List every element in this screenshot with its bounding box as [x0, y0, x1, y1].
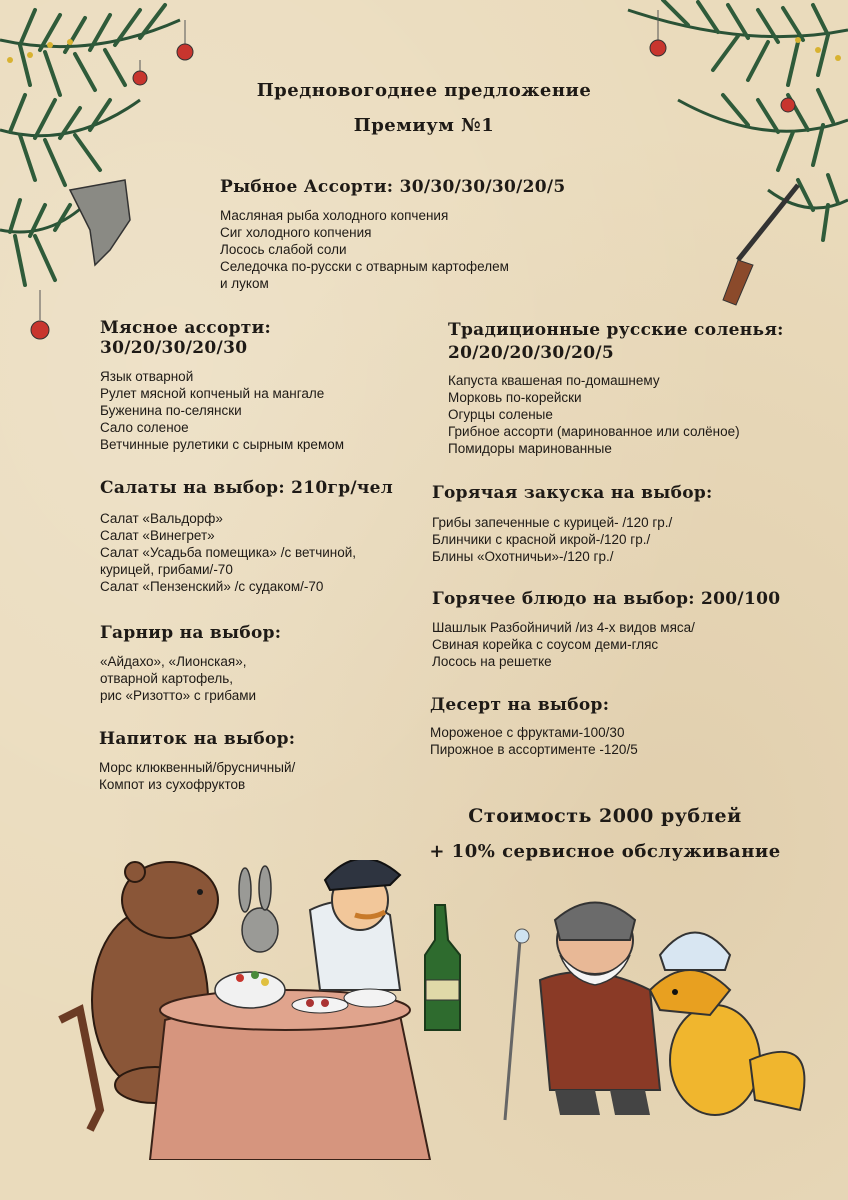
- fir-branch-right-illustration: [588, 0, 848, 320]
- list-item: рис «Ризотто» с грибами: [100, 688, 257, 703]
- list-item: Салат «Вальдорф»: [100, 511, 223, 526]
- old-man-and-fox-illustration: [500, 900, 830, 1140]
- dessert-section: [430, 695, 790, 758]
- garnish-title: Гарнир на выбор:: [100, 623, 282, 643]
- dessert-title: Десерт на выбор:: [430, 695, 610, 715]
- offer-title: Предновогоднее предложение: [256, 80, 592, 101]
- list-item: Компот из сухофруктов: [99, 777, 246, 792]
- list-item: Пирожное в ассортименте -120/5: [430, 742, 638, 757]
- drink-section: [99, 729, 419, 793]
- list-item: Свиная корейка с соусом деми-гляс: [432, 637, 659, 652]
- list-item: Шашлык Разбойничий /из 4-х видов мяса/: [432, 620, 695, 635]
- list-item: Блины «Охотничьи»-/120 гр./: [432, 549, 614, 564]
- pickles-weights: 20/20/20/30/20/5: [448, 343, 614, 363]
- price-text: Стоимость 2000 рублей: [468, 805, 742, 827]
- list-item: Салат «Винегрет»: [100, 528, 215, 543]
- offer-subtitle: Премиум №1: [353, 115, 495, 136]
- fish-title: Рыбное Ассорти: 30/30/30/30/20/5: [220, 177, 566, 197]
- list-item: Сиг холодного копчения: [220, 225, 372, 240]
- list-item: Грибное ассорти (маринованное или солёное): [448, 424, 740, 439]
- garnish-section: [100, 623, 420, 704]
- list-item: Блинчики с красной икрой-/120 гр./: [432, 532, 651, 547]
- fir-branch-left-illustration: [0, 0, 210, 350]
- meat-section: [100, 318, 420, 453]
- list-item: Селедочка по-русски с отварным картофелем: [220, 259, 509, 274]
- pickles-title: Традиционные русские соленья:: [448, 320, 784, 340]
- list-item: Морс клюквенный/брусничный/: [99, 760, 296, 775]
- list-item: Рулет мясной копченый на мангале: [100, 386, 325, 401]
- list-item: Язык отварной: [100, 369, 194, 384]
- list-item: Сало соленое: [100, 420, 189, 435]
- meat-title: Мясное ассорти: 30/20/30/20/30: [100, 318, 272, 358]
- hot-dish-section: [432, 589, 792, 670]
- list-item: Лосось на решетке: [432, 654, 552, 669]
- list-item: Капуста квашеная по-домашнему: [448, 373, 660, 388]
- drink-title: Напиток на выбор:: [99, 729, 296, 749]
- list-item: и луком: [220, 276, 269, 291]
- list-item: Морковь по-корейски: [448, 390, 582, 405]
- hot-dish-title: Горячее блюдо на выбор: 200/100: [432, 589, 781, 609]
- feast-table-illustration: [40, 860, 490, 1160]
- pickles-section: [448, 320, 808, 457]
- list-item: отварной картофель,: [100, 671, 233, 686]
- salads-title: Салаты на выбор: 210гр/чел: [100, 478, 394, 498]
- hot-snack-title: Горячая закуска на выбор:: [432, 483, 713, 503]
- list-item: Масляная рыба холодного копчения: [220, 208, 449, 223]
- list-item: Лосось слабой соли: [220, 242, 347, 257]
- list-item: курицей, грибами/-70: [100, 562, 233, 577]
- fish-section: [220, 177, 580, 292]
- list-item: Салат «Пензенский» /с судаком/-70: [100, 579, 324, 594]
- list-item: Огурцы соленые: [448, 407, 553, 422]
- list-item: Грибы запеченные с курицей- /120 гр./: [432, 515, 673, 530]
- service-fee-text: + 10% сервисное обслуживание: [429, 841, 781, 862]
- list-item: Буженина по-селянски: [100, 403, 242, 418]
- hot-snack-section: [432, 483, 792, 565]
- list-item: Мороженое с фруктами-100/30: [430, 725, 625, 740]
- list-item: Ветчинные рулетики с сырным кремом: [100, 437, 345, 452]
- list-item: Помидоры маринованные: [448, 441, 612, 456]
- list-item: «Айдахо», «Лионская»,: [100, 654, 247, 669]
- salads-section: [100, 478, 420, 595]
- list-item: Салат «Усадьба помещика» /с ветчиной,: [100, 545, 357, 560]
